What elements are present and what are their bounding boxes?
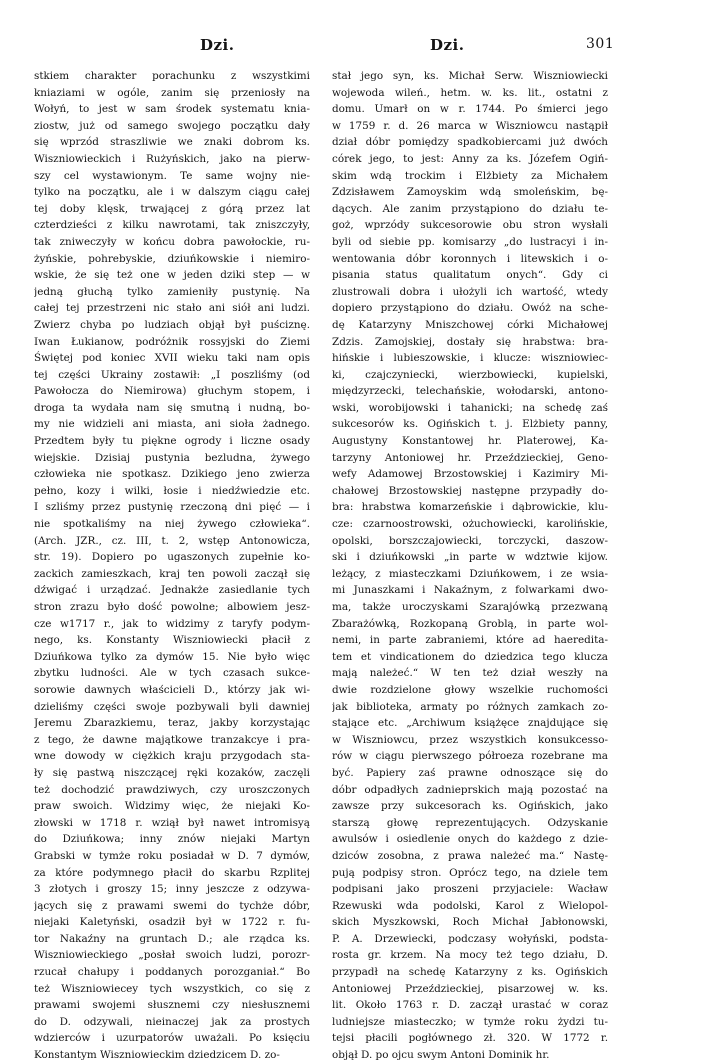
text-line: sukcesorów ks. Ogińskich t. j. Elżbiety panny, [332, 418, 608, 431]
text-line: do Dziuńkowa; inny znów niejaki Martyn [34, 833, 310, 846]
text-line: droga ta wydała nam się smutną i nudną, bo- [34, 401, 310, 414]
text-line: ludniejsze miasteczko; w tymże roku żydzi tu- [332, 1015, 608, 1028]
text-line: goż, wprzódy sukcesorowie obu stron wysłali [332, 219, 608, 232]
text-line: człowieka nie spotkasz. Dzikiego jeno zwierza [34, 468, 310, 481]
text-line: jących się z prawami swemi do tychże dóbr, [34, 899, 310, 912]
text-line: córek jego, to jest: Anny za ks. Józefem Ogiń- [332, 152, 608, 165]
text-line: czterdzieści z kilku nawrotami, tak zniszczyły, [34, 219, 310, 232]
text-line: międzyrzecki, telechańskie, wołodarski, antono- [332, 385, 608, 398]
text-line: P. A. Drzewiecki, podczasy wołyński, podsta- [332, 932, 608, 945]
text-line: Iwan Łukianow, podróżnik rossyjski do Ziemi [34, 335, 310, 348]
text-line: praw swoich. Widzimy więc, że niejaki Ko- [34, 800, 310, 813]
text-line: w 1759 r. d. 26 marca w Wiszniowcu nastąpił [332, 119, 608, 132]
text-line: ziostw, już od samego swojego początku dały [34, 119, 310, 132]
text-line: cze: czarnoostrowski, ożuchowiecki, karolińskie, [332, 518, 608, 531]
page-number: 301 [586, 36, 615, 52]
text-line: wentowania dóbr koronnych i litewskich i o- [332, 252, 608, 265]
text-line: wski, worobijowski i tahanicki; na schedę zaś [332, 401, 608, 414]
text-line: niejaki Kaletyński, osadził był w 1722 r. fu- [34, 916, 310, 929]
text-line: pisania status qualitatum onych“. Gdy ci [332, 269, 608, 282]
text-line: dwie rozdzielone głowy wszelkie ruchomości [332, 683, 608, 696]
text-line: dę Katarzyny Mniszchowej córki Michałowej [332, 318, 608, 331]
text-line: stające etc. „Archiwum książęce znajdujące się [332, 717, 608, 730]
text-line: my nie widzieli ani miasta, ani sioła żadnego. [34, 418, 310, 431]
text-line: Wiszniowieckiego „posłał swoich ludzi, porozr- [34, 949, 310, 962]
text-line: starszą głowę reprezentujących. Odzyskanie [332, 816, 608, 829]
text-line: opolski, borszczajowiecki, torczycki, daszow- [332, 534, 608, 547]
text-line: Wołyń, to jest w sam środek systematu knia- [34, 103, 310, 116]
right-text-column [332, 68, 608, 1064]
text-line: żyńskie, pohrebyskie, dziuńkowskie i niemiro- [34, 252, 310, 265]
text-line: stron zrazu było dość powolne; albowiem jesz- [34, 601, 310, 613]
text-line: ski i dziuńkowski „in parte w wdztwie kijow. [332, 551, 608, 564]
text-line: tem et vindicationem do dziedzica tego klucza [332, 650, 608, 663]
text-line: zlustrowali dobra i ułożyli ich wartość, wtedy [332, 285, 608, 298]
text-line: Augustyny Konstantowej hr. Platerowej, Ka- [332, 435, 608, 448]
text-line: cze w1717 r., jak to widzimy z taryfy podym- [34, 617, 310, 630]
text-line: sorowie dawnych właścicieli D., którzy jak wi- [34, 683, 310, 696]
text-line: zawsze przy sukcesorach ks. Ogińskich, jako [332, 800, 608, 813]
text-line: w Wiszniowcu, przez wszystkich konsukcesso- [332, 733, 608, 746]
text-line: skim wdą trockim i Elżbiety za Michałem [332, 169, 608, 182]
text-line: całej tej przestrzeni nic stało ani siół ani ludzi. [34, 302, 310, 315]
text-line: ły się pastwą niszczącej ręki kozaków, zaczęli [34, 766, 310, 779]
text-line: wiejskie. Dzisiaj pustynia bezludna, żywego [34, 451, 310, 464]
text-line: Wiszniowieckich i Rużyńskich, jako na pierw- [34, 152, 310, 165]
text-line: Przedtem były tu piękne ogrody i liczne osady [34, 435, 310, 448]
text-line: mają należeć.“ W ten też dział weszły na [332, 667, 608, 680]
text-line: za które podymnego płacił do skarbu Rzplitej [34, 866, 310, 879]
text-line: tylko na początku, ale i w dalszym ciągu całej [34, 186, 310, 199]
text-line: stkiem charakter porachunku z wszystkimi [34, 70, 310, 82]
text-line: wefy Adamowej Brzostowskiej i Kazimiry Mi- [332, 468, 608, 481]
text-line: tej doby klęsk, trwającej z górą przez lat [34, 202, 310, 215]
text-line: tak zniweczyły w końcu dobra pawołockie, ru- [34, 235, 310, 248]
text-line: zackich zamieszkach, kraj ten powoli zaczął się [34, 567, 310, 580]
text-line: się wprzód straszliwie we znaki dobrom ks. [34, 136, 310, 149]
text-line: tejsi płacili pogłównego zł. 320. W 1772 r. [332, 1032, 608, 1045]
text-line: stał jego syn, ks. Michał Serw. Wiszniowiecki [332, 70, 608, 82]
text-line: ki, czajczyniecki, wierzbowiecki, kupielski, [332, 368, 608, 381]
text-line: lit. Około 1763 r. D. zaczął urastać w coraz [332, 999, 608, 1012]
text-line: awulsów i osiedlenie onych do każdego z dzie- [332, 833, 608, 846]
text-line: I szliśmy przez pustynię rzeczoną dni pięć — i [34, 501, 310, 514]
text-line: Konstantym Wiszniowieckim dziedzicem D. zo- [34, 1049, 280, 1062]
text-line: jedną głuchą tylko zamieniły pustynię. Na [34, 285, 310, 298]
text-line: nego, ks. Konstanty Wiszniowiecki płacił z [34, 634, 310, 647]
text-line: Dziuńkowa tylko za dymów 15. Nie było więc [34, 650, 310, 663]
text-line: nie spotkaliśmy na niej żywego człowieka“. [34, 518, 310, 531]
running-head-right: Dzi. [430, 36, 465, 54]
text-line: dących. Ale zanim przystąpiono do działu te- [332, 202, 608, 215]
text-line: tor Nakaźny na gruntach D.; ale rządca ks. [34, 932, 310, 945]
text-line: Zbarażówką, Rozkopaną Groblą, in parte wol- [332, 617, 608, 630]
text-line: Grabski w tymże roku posiadał w D. 7 dymów, [34, 849, 310, 862]
text-line: dzieliśmy części swoje pozbywali byli dawniej [34, 700, 310, 713]
text-line: wskie, że się też one w jeden dziki step — w [34, 269, 310, 282]
text-line: Antoniowej Przeździeckiej, pisarzowej w. ks. [332, 982, 608, 995]
text-line: pełno, kozy i wilki, łosie i niedźwiedzie etc. [34, 484, 310, 497]
text-line: zbytku ludności. Ale w tych czasach sukce- [34, 667, 310, 680]
text-line: (Arch. JZR., cz. III, t. 2, wstęp Antonowicza, [34, 534, 310, 547]
text-line: wne dowody w ciężkich kraju przygodach sta- [34, 750, 310, 763]
text-line: Zwierz chyba po ludziach objął był puściznę. [34, 318, 310, 331]
text-line: być. Papiery zaś prawne odnoszące się do [332, 766, 608, 779]
text-line: podpisani jako proszeni przyjaciele: Wacław [332, 883, 608, 896]
text-line: pują podpisy stron. Oprócz tego, na dziele tem [332, 866, 608, 879]
text-line: szy cel wystawionym. Te same wojny nie- [34, 169, 310, 182]
text-line: prawami swojemi słusznemi czy niesłusznemi [34, 999, 310, 1012]
text-line: Świętej pod koniec XVII wieku taki nam opis [34, 352, 310, 365]
text-line: nemi, in parte zabraniemi, które ad haeredita- [332, 634, 608, 647]
left-text-column [34, 68, 310, 1064]
text-line: mi Junaszkami i Nakaźnym, z folwarkami dwo- [332, 584, 608, 597]
text-line: dział dóbr pomiędzy spadkobiercami już dwóch [332, 136, 608, 149]
text-line: też dochodzić prawdziwych, czy uroszczonych [34, 783, 310, 796]
text-line: kniaziami w ogóle, zanim się przeniosły na [34, 86, 310, 99]
text-line: str. 19). Dopiero po ugaszonych zupełnie ko- [34, 551, 310, 564]
text-line: jak biblioteka, armaty po różnych zamkach zo- [332, 700, 608, 713]
text-line: Pawołocza do Niemirowa) głuchym stopem, i [34, 385, 310, 398]
text-line: domu. Umarł on w r. 1744. Po śmierci jego [332, 103, 608, 116]
text-line: dźwigać i urządzać. Jednakże zasiedlanie tych [34, 584, 310, 597]
text-line: złowski w 1718 r. wziął był nawet intromisyą [34, 816, 310, 829]
text-line: ma, także uroczyskami Szarajówką przezwaną [332, 601, 608, 613]
text-line: wdzierców i uzurpatorów uważali. Po księciu [34, 1032, 310, 1045]
text-line: skich Myszkowski, Roch Michał Jabłonowski, [332, 916, 608, 929]
text-line: też Wiszniowiecey tych wszystkich, co się z [34, 982, 310, 995]
text-line: wojewoda wileń., hetm. w. ks. lit., ostatni z [332, 86, 608, 99]
text-line: Zdzis. Zamojskiej, dostały się hrabstwa: bra- [332, 335, 608, 348]
text-line: Jeremu Zbarazkiemu, teraz, jakby korzystając [34, 717, 310, 730]
text-line: hińskie i lubieszowskie, i klucze: wiszniowiec- [332, 352, 608, 365]
text-line: byli od siebie pp. komisarzy „do lustracyi i in- [332, 235, 608, 248]
text-line: dziców zosobna, z prawa należeć ma.“ Nastę- [332, 849, 608, 862]
text-line: bra: hrabstwa komarzeńskie i dąbrowickie, klu- [332, 501, 608, 514]
text-line: 3 złotych i groszy 15; inny jeszcze z odzywa- [34, 883, 310, 896]
text-line: do D. odzywali, nieinaczej jak za prostych [34, 1015, 310, 1028]
text-line: objął D. po ojcu swym Antoni Dominik hr. [332, 1049, 550, 1062]
text-line: Zdzisławem Zamoyskim wdą smoleńskim, bę- [332, 186, 608, 199]
running-head-left: Dzi. [200, 36, 235, 54]
text-line: dopiero przystąpiono do działu. Owóż na sche- [332, 302, 608, 315]
text-line: rzucał chałupy i poddanych porozganiał.“ Bo [34, 966, 310, 979]
text-line: tarzyny Antoniowej hr. Przeździeckiej, Geno- [332, 451, 608, 464]
text-line: rów w ciągu pierwszego półroeza rozebrane ma [332, 750, 608, 763]
text-line: z tego, że dawne majątkowe tranzakcye i pra- [34, 733, 310, 746]
text-line: przypadł na schedę Katarzyny z ks. Ogińskich [332, 966, 608, 979]
text-line: leżący, z miasteczkami Dziuńkowem, i ze wsia- [332, 567, 608, 580]
text-line: chałowej Brzostowskiej następne przypadły do- [332, 484, 608, 497]
text-line: Rzewuski wda podolski, Karol z Wielopol- [332, 899, 608, 912]
text-line: rosta gr. krzem. Na mocy też tego działu, D. [332, 949, 608, 962]
text-line: tej części Ukrainy zostawił: „I poszliśmy (od [34, 368, 310, 381]
text-line: dóbr odpadłych zadnieprskich mają pozostać na [332, 783, 608, 796]
